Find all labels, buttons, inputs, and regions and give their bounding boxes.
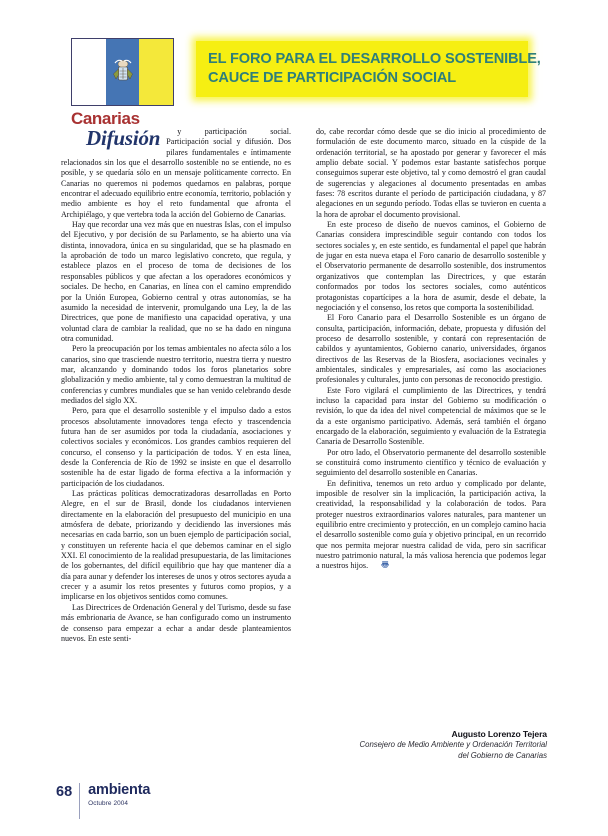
- author-name: Augusto Lorenzo Tejera: [451, 729, 547, 739]
- paragraph: Este Foro vigilará el cumplimiento de las Directrices, y tendrá incluso la capacidad para instar del Gobierno su modificación o revisión, lo que da idea del nivel competencial de máximos que se le da a este organismo participativo. Además, será también el órgano encargado de la elaboración, seguimiento y evaluación de la Estrategia Canaria de Desarrollo Sostenible.: [316, 385, 546, 447]
- region-label: Canarias: [71, 109, 140, 128]
- article-title-banner: [196, 41, 541, 97]
- page-number: 68: [56, 784, 73, 800]
- canary-islands-flag-icon: [71, 38, 174, 106]
- paragraph: Las Directrices de Ordenación General y del Turismo, desde su fase más embrionaria de Avance, se han configurado como un instrumento de consenso para empezar a echar a andar desde planteamientos nuevos. En este senti-: [61, 602, 291, 643]
- paragraph: Hay que recordar una vez más que en nuestras Islas, con el impulso del Ejecutivo, y por decisión de su Parlamento, se ha abierto una vía distinta, innovadora, única en su singularidad, que se ha plasmado en la aprobación de todo un marco legislativo concreto, que regula, y establece plazos en el proceso de toma de decisiones de los responsables públicos y que afectan a los operadores económicos y sociales. De hecho, en Canarias, en línea con el camino emprendido por la Unión Europea, Gobierno central y otras autonomías, se ha asumido la necesidad de intervenir, promulgando una Ley, la de las Directrices, que pone de manifiesto una capacidad operativa, y una voluntad clara de cambiar la realidad, que no se ha dado en ninguna otra comunidad.: [61, 220, 291, 343]
- magazine-name: ambienta: [88, 782, 151, 798]
- paragraph: [61, 127, 291, 220]
- end-of-article-ornament-icon: 〠: [381, 560, 389, 570]
- right-column: [316, 127, 546, 644]
- flag-stripe-yellow: [139, 39, 173, 105]
- footer-masthead: [80, 783, 150, 819]
- paragraph: Las prácticas políticas democratizadoras desarrolladas en Porto Alegre, en el sur de Brasil, donde los ciudadanos intervienen directamente en la elaboración del presupuesto del municipio en una atmósfera de debate, priorizando y decidiendo las inversiones más necesarias en cada barrio, son un buen ejemplo de participación social, y constituyen un referente hacia el que debemos caminar en el siglo XXI. El conocimiento de la realidad presupuestaria, de las limitaciones de los gobernantes, del difícil equilibrio que hay que mantener día a día para aunar y defender los intereses de unos y otros sectores ayuda a crecer y a asumir los retos presentes y futuros como propios, y a implicarse en los objetivos sentidos como comunes.: [61, 489, 291, 602]
- paragraph-text: En definitiva, tenemos un reto arduo y complicado por delante, imposible de resolver sin la implicación, la participación activa, la creatividad, la responsabilidad y la colaboración de todos. Para proteger nuestros extraordinarios valores naturales, para mantener un equilibrio entre crecimiento y protección, en un complejo camino hacia el desarrollo sostenible como guía y objetivo principal, en un recorrido que nos permita mejorar nuestra calidad de vida, pero sin sacrificar nuestro patrimonio natural, la más valiosa herencia que podemos legar a nuestros hijos.: [316, 478, 546, 571]
- paragraph: Pero la preocupación por los temas ambientales no afecta sólo a los canarios, sino que trasciende nuestro territorio, nuestra tierra y nuestro mar, alcanzando y dominando todos los foros planetarios sobre globalización y medio ambiente, tal y como demuestran la multitud de conferencias y cumbres mundiales que se han venido celebrando desde mediados del siglo XX.: [61, 344, 291, 405]
- author-role-line-1: Consejero de Medio Ambiente y Ordenación Territorial: [359, 740, 547, 749]
- paragraph: El Foro Canario para el Desarrollo Sostenible es un órgano de consulta, participación, información, debate, propuesta y difusión del proceso de desarrollo sostenible, y contará con representación de cabildos y ayuntamientos, Gobierno canario, universidades, órganos directivos de las Reservas de la Biosfera, asociaciones vecinales y ambientales, sindicales y empresariales, así como las asociaciones profesionales y culturales, junto con personas de reconocido prestigio.: [316, 313, 546, 385]
- paragraph: [316, 479, 546, 572]
- paragraph-text: y participación social. Participación social y difusión. Dos pilares fundamentales e íntimamente relacionados sin los que el desarrollo sostenible no se entiende, no es posible, y se quedaría sólo en un mensaje políticamente correcto. En Canarias no queremos ni podemos quedarnos en palabras, porque encontrar el adecuado equilibrio entre economía, territorio, población y medio ambiente es hoy el reto fundamental que afronta el Archipiélago, y que vertebra toda la acción del Gobierno de Canarias.: [61, 127, 291, 219]
- page-header: [0, 0, 608, 128]
- article-title-line-2: CAUCE DE PARTICIPACIÓN SOCIAL: [208, 69, 457, 86]
- drop-cap: Difusión: [86, 126, 161, 150]
- canarias-logo: [71, 38, 174, 129]
- paragraph: Pero, para que el desarrollo sostenible y el impulso dado a estos procesos absolutamente innovadores tenga efecto y trascendencia futura han de ser asumidos por toda la ciudadanía, asociaciones y colectivos sociales y económicos. Los grandes cambios requieren del concurso, el consenso y la participación de todos. Y en esta línea, desde la Conferencia de Río de 1992 se insiste en que el desarrollo sostenible ha de estar ligado de forma efectiva a la información y participación de los ciudadanos.: [61, 406, 291, 488]
- paragraph: En este proceso de diseño de nuevos caminos, el Gobierno de Canarias considera imprescindible seguir contando con todos los sectores sociales y, en este sentido, es fundamental el papel que habrán de jugar en esta nueva etapa el Foro canario de desarrollo sostenible y el Observatorio permanente de desarrollo sostenible, dos instrumentos organizativos que contemplan las Directrices, y que estarán conformados por todos los sectores sociales, como auténticos protagonistas copartícipes a la hora de asumir, desde el debate, la negociación y el consenso, los retos que comporta la sostenibilidad.: [316, 220, 546, 312]
- paragraph: do, cabe recordar cómo desde que se dio inicio al procedimiento de formulación de este documento marco, situado en la cúspide de la ordenación territorial, se ha apostado por generar y favorecer el más amplio debate social. Y podemos estar bastante satisfechos porque conseguimos superar este objetivo, tal y como demostró el gran caudal de sugerencias y alegaciones al documento presentadas en ambas fases: 78 escritos durante el período de participación ciudadana, y 87 alegaciones en un segundo período. Todas ellas se tuvieron en cuenta a la hora de aprobar el documento provisional.: [316, 127, 546, 219]
- page-footer: [56, 783, 150, 819]
- coat-of-arms-icon: [112, 57, 134, 87]
- issue-date: Octubre 2004: [88, 800, 129, 807]
- flag-stripe-white: [72, 39, 106, 105]
- left-column: [61, 127, 291, 644]
- author-role-line-2: del Gobierno de Canarias: [458, 751, 547, 760]
- article-body: [61, 127, 547, 644]
- author-signature: [297, 729, 547, 761]
- article-title-line-1: EL FORO PARA EL DESARROLLO SOSTENIBLE,: [208, 51, 541, 67]
- paragraph: Por otro lado, el Observatorio permanente del desarrollo sostenible se constituirá como instrumento científico y técnico de evaluación y seguimiento del desarrollo sostenible en Canarias.: [316, 447, 546, 478]
